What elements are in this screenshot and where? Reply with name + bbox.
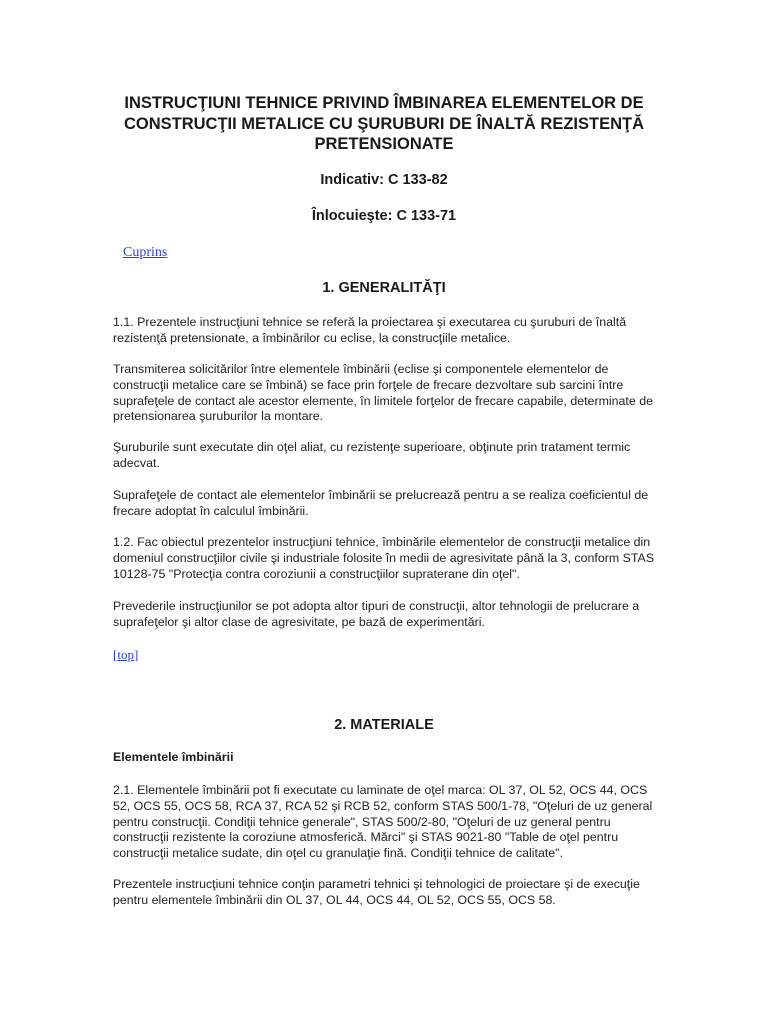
section-2-paragraph: 2.1. Elementele îmbinării pot fi executate cu laminate de oţel marca: OL 37, OL 52, OCS 44, OCS 52, OCS 55, OCS 58, RCA 37, RCA 52 şi RCB 52, conform STAS 500/1-78, "Oţeluri de uz general pentru construcţii. Condiţii tehnice generale", STAS 500/2-80, "Oţeluri de uz general pentru construcţii rezistente la coroziune atmosferică. Mărci" şi STAS 9021-80 "Table de oţel pentru construcţii metalice sudate, din oţel cu granulaţie fină. Condiţii tehnice de calitate". [113, 783, 653, 861]
section-1-heading: 1. GENERALITĂŢI [322, 280, 446, 296]
section-1-paragraph: Prevederile instrucţiunilor se pot adopta altor tipuri de construcţii, altor tehnologii de prelucrare a suprafeţelor şi altor clase de agresivitate, pe bază de experimentări. [113, 599, 640, 629]
back-to-top-container [113, 647, 138, 663]
document-title: INSTRUCŢIUNI TEHNICE PRIVIND ÎMBINAREA ELEMENTELOR DE CONSTRUCŢII METALICE CU ŞURUBURI DE ÎNALTĂ REZISTENŢĂ PRETENSIONATE [123, 94, 645, 153]
section-2-subheading: Elementele îmbinării [113, 750, 234, 764]
indicativ-label: Indicativ: C 133-82 [320, 172, 448, 188]
section-2-paragraph: Prezentele instrucţiuni tehnice conţin parametri tehnici şi tehnologici de proiectare şi de execuţie pentru elementele îmbinării din OL 37, OL 44, OCS 44, OL 52, OCS 55, OCS 58. [113, 877, 640, 907]
section-2-heading: 2. MATERIALE [334, 717, 434, 733]
section-1-paragraph: Suprafeţele de contact ale elementelor îmbinării se prelucrează pentru a se realiza coeficientul de frecare adoptat în calculul îmbinării. [113, 488, 649, 518]
replaces-label: Înlocuieşte: C 133-71 [311, 208, 457, 224]
section-1-paragraph: 1.1. Prezentele instrucţiuni tehnice se referă la proiectarea şi executarea cu şuruburi de înaltă rezistenţă pretensionate, a îmbinărilor cu eclise, la construcţiile metalice. [113, 315, 627, 345]
back-to-top-link[interactable]: top [117, 647, 134, 662]
bracket-open: [ [113, 647, 118, 662]
bracket-close: ] [133, 647, 139, 662]
table-of-contents-link[interactable]: Cuprins [123, 245, 168, 260]
section-1-paragraph: Transmiterea solicitărilor între elementele îmbinării (eclise şi componentele elementelor de construcţii metalice care se îmbină) se face prin forţele de frecare dezvoltare sub sarcini între suprafeţele de contact ale acestor elemente, în limitele forţelor de frecare capabile, determinate de pretensionarea şuruburilor la montare. [113, 362, 653, 424]
section-1-paragraph: 1.2. Fac obiectul prezentelor instrucţiuni tehnice, îmbinările elementelor de construcţii metalice din domeniul construcţiilor civile şi industriale folosite în medii de agresivitate până la 3, conform STAS 10128-75 "Protecţia contra coroziunii a construcţiilor supraterane din oţel". [113, 535, 655, 581]
section-1-paragraph: Şuruburile sunt executate din oţel aliat, cu rezistenţe superioare, obţinute prin tratament termic adecvat. [113, 440, 631, 470]
